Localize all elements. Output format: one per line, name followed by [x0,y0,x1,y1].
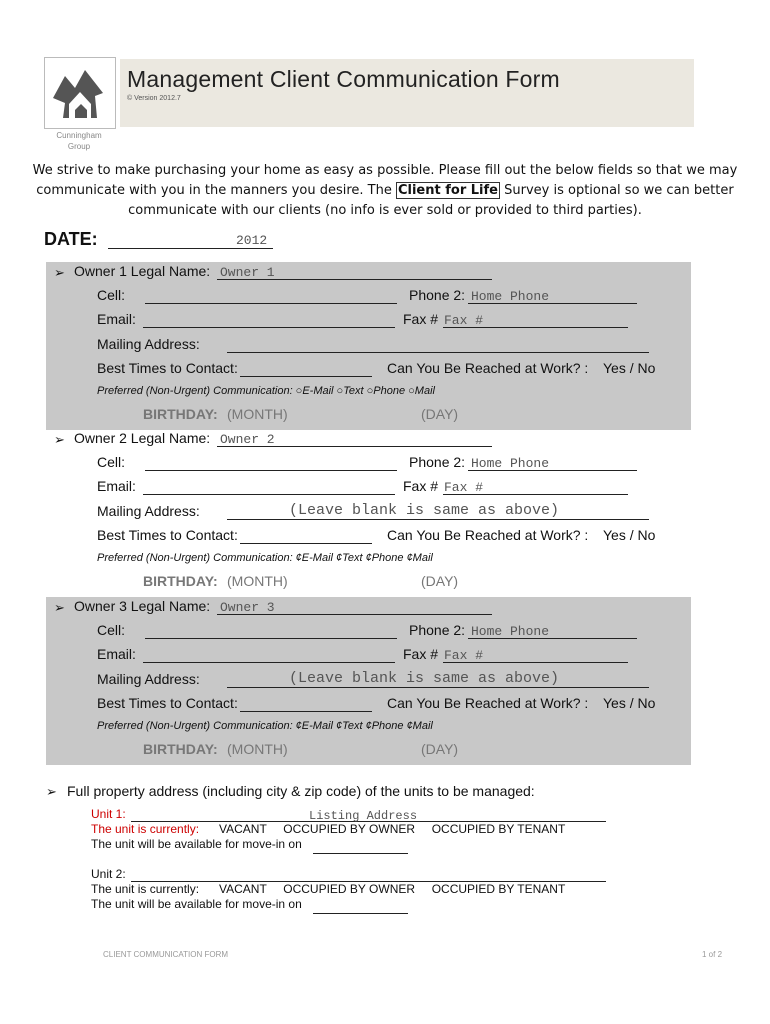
owner1-phone2-input[interactable]: Home Phone [468,289,637,304]
owner2-reached-at-work-label: Can You Be Reached at Work? : [387,527,589,543]
owner1-legal-name-label: Owner 1 Legal Name: [74,263,211,279]
owner3-best-times-label: Best Times to Contact: [97,695,238,711]
owner3-legal-name-label: Owner 3 Legal Name: [74,598,211,614]
unit1-status-options[interactable]: VACANT OCCUPIED BY OWNER OCCUPIED BY TENANT [219,822,566,836]
owner2-arrow-icon: ➢ [54,432,65,447]
owner1-cell-label: Cell: [97,287,126,303]
owner1-legal-name-input[interactable]: Owner 1 [217,265,492,280]
owner3-cell-label: Cell: [97,622,126,638]
owner1-birthday-label: BIRTHDAY: [143,406,218,422]
owner1-mailing-input[interactable] [227,338,649,353]
owner3-yes-no-toggle[interactable]: Yes / No [603,695,656,711]
logo [44,57,116,129]
owner3-mailing-label: Mailing Address: [97,671,200,687]
unit1-address-input[interactable]: Listing Address [131,808,606,822]
date-label: DATE: [44,229,98,249]
owner2-cell-input[interactable] [145,456,397,471]
unit1-available-date-input[interactable] [313,840,408,854]
owner2-preferred-communication[interactable]: Preferred (Non-Urgent) Communication: ¢E-Mail ¢Text ¢Phone ¢Mail [97,552,433,564]
owner2-mailing-label: Mailing Address: [97,503,200,519]
owner2-best-times-input[interactable] [240,529,372,544]
owner2-best-times-label: Best Times to Contact: [97,527,238,543]
owner3-birthday-label: BIRTHDAY: [143,741,218,757]
owner3-fax-label: Fax # [403,646,439,662]
owner3-birthday-month[interactable]: (MONTH) [227,741,288,757]
owner2-phone2-label: Phone 2: [409,454,466,470]
intro-text: We strive to make purchasing your home as easy as possible. Please fill out the below fields so that we may communicate with you in the manners you desire. The Client for Life Survey is optional so we can better communicate with our clients (no info is ever sold or provided to third parties). [32,163,738,218]
owner1-birthday-month[interactable]: (MONTH) [227,406,288,422]
owner3-phone2-label: Phone 2: [409,622,466,638]
version-label: © Version 2012.7 [127,95,181,102]
unit2-available-label: The unit will be available for move-in on [91,897,302,911]
unit2-label: Unit 2: [91,867,126,881]
owner3-mailing-input[interactable]: (Leave blank is same as above) [227,673,649,688]
footer-page-number: 1 of 2 [702,950,723,959]
footer-left: CLIENT COMMUNICATION FORM [103,950,229,959]
property-heading: Full property address (including city & zip code) of the units to be managed: [67,783,535,799]
owner2-email-label: Email: [97,478,136,494]
owner2-birthday-label: BIRTHDAY: [143,573,218,589]
owner1-cell-input[interactable] [145,289,397,304]
owner2-phone2-input[interactable]: Home Phone [468,456,637,471]
owner1-arrow-icon: ➢ [54,265,65,280]
owner3-birthday-day[interactable]: (DAY) [421,741,459,757]
owner1-best-times-label: Best Times to Contact: [97,360,238,376]
owner3-fax-input[interactable]: Fax # [443,648,628,663]
owner2-fax-input[interactable]: Fax # [443,480,628,495]
owner3-arrow-icon: ➢ [54,600,65,615]
property-arrow-icon: ➢ [46,784,57,799]
owner1-reached-at-work-label: Can You Be Reached at Work? : [387,360,589,376]
owner3-best-times-input[interactable] [240,697,372,712]
owner1-mailing-label: Mailing Address: [97,336,200,352]
owner3-cell-input[interactable] [145,624,397,639]
owner2-legal-name-input[interactable]: Owner 2 [217,432,492,447]
owner2-birthday-day[interactable]: (DAY) [421,573,459,589]
page-title: Management Client Communication Form [127,66,560,92]
owner1-fax-label: Fax # [403,311,439,327]
owner1-best-times-input[interactable] [240,362,372,377]
unit1-currently-label: The unit is currently: [91,822,200,836]
owner3-legal-name-input[interactable]: Owner 3 [217,600,492,615]
owner3-email-label: Email: [97,646,136,662]
owner2-mailing-input[interactable]: (Leave blank is same as above) [227,505,649,520]
owner1-fax-input[interactable]: Fax # [443,313,628,328]
owner3-phone2-input[interactable]: Home Phone [468,624,637,639]
date-field[interactable]: 2012 [108,233,273,249]
unit2-status-options[interactable]: VACANT OCCUPIED BY OWNER OCCUPIED BY TENANT [219,882,566,896]
owner3-reached-at-work-label: Can You Be Reached at Work? : [387,695,589,711]
owner2-legal-name-label: Owner 2 Legal Name: [74,430,211,446]
logo-caption: Cunningham Group [56,131,102,151]
owner1-email-label: Email: [97,311,136,327]
owner3-email-input[interactable] [143,648,395,663]
owner2-cell-label: Cell: [97,454,126,470]
unit2-available-date-input[interactable] [313,900,408,914]
owner2-fax-label: Fax # [403,478,439,494]
owner2-yes-no-toggle[interactable]: Yes / No [603,527,656,543]
owner1-birthday-day[interactable]: (DAY) [421,406,459,422]
client-for-life-link[interactable]: Client for Life [397,183,498,198]
unit1-label: Unit 1: [91,807,126,821]
owner2-email-input[interactable] [143,480,395,495]
owner1-phone2-label: Phone 2: [409,287,466,303]
unit1-available-label: The unit will be available for move-in on [91,837,302,851]
owner1-preferred-communication[interactable]: Preferred (Non-Urgent) Communication: ○E-Mail ○Text ○Phone ○Mail [97,385,435,397]
owner1-email-input[interactable] [143,313,395,328]
owner2-birthday-month[interactable]: (MONTH) [227,573,288,589]
owner3-preferred-communication[interactable]: Preferred (Non-Urgent) Communication: ¢E-Mail ¢Text ¢Phone ¢Mail [97,720,433,732]
owner1-yes-no-toggle[interactable]: Yes / No [603,360,656,376]
house-logo-icon [45,58,115,128]
unit2-address-input[interactable] [131,868,606,882]
unit2-currently-label: The unit is currently: [91,882,200,896]
